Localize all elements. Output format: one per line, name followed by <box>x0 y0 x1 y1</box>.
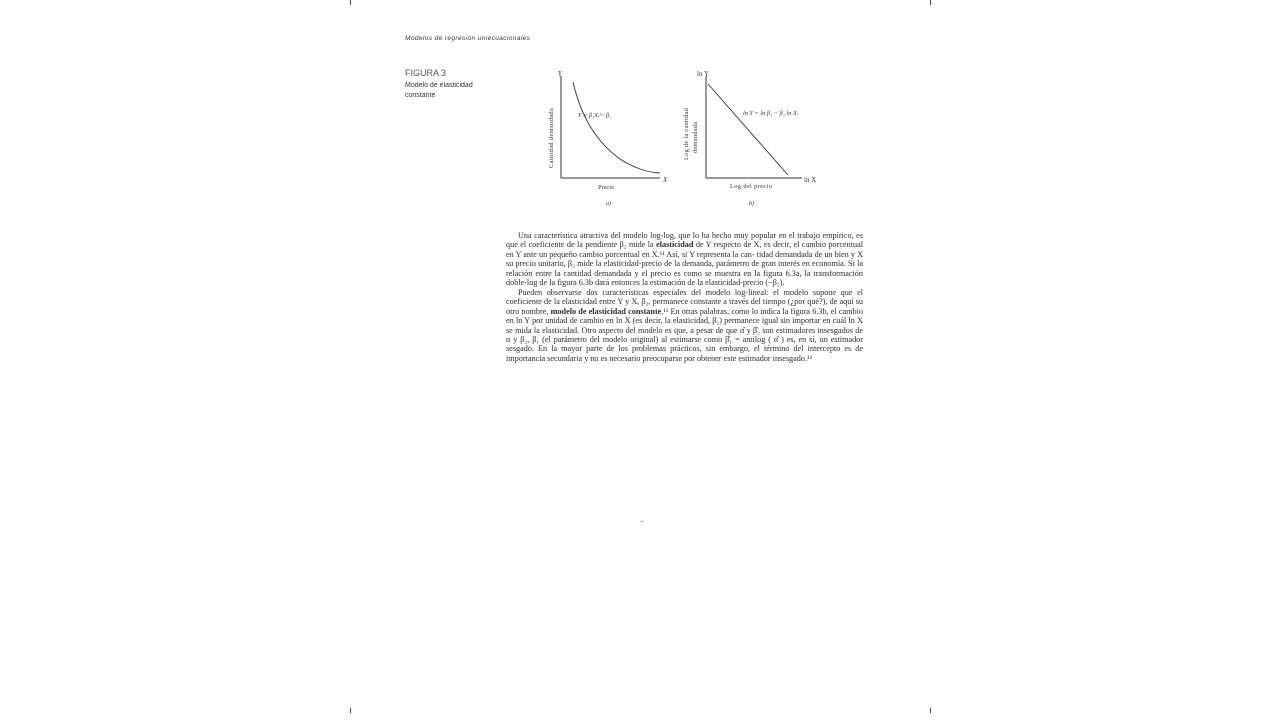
panel-a-xlabel: Precio <box>598 184 615 191</box>
paragraph-1 <box>506 231 863 288</box>
panel-b-y-axis-label: ln Y <box>697 70 709 78</box>
figure-panels <box>540 64 830 214</box>
panel-b-equation: ln Y = ln β₁ − β₂ ln Xᵢ <box>743 110 798 117</box>
panel-a-ylabel: Cantidad demandada <box>548 107 555 168</box>
paragraph-2-text-a: Pueden observarse dos características especiales del modelo log-lineal: el modelo supone que el coeficiente de la elasticidad entre Y y X, β₂, permanece constante a través del tiempo (¿por qué?), de aquí su otro nombre, <box>506 287 863 316</box>
crop-mark-top-right <box>930 0 931 5</box>
page-footer-mark <box>641 521 643 522</box>
crop-mark-top-left <box>350 0 351 5</box>
panel-a-sublabel: a) <box>606 201 611 207</box>
paragraph-2 <box>506 288 863 364</box>
panel-b-xlabel: Log del precio <box>730 183 773 190</box>
paragraph-2-text-c: .¹¹ En otras palabras, como lo indica la figura 6.3b, el cambio en ln Y por unidad de cambio en ln X (es decir, la elasticidad, β₂) permanece igual sin importar en cuál ln X se mida la elasticidad. Otro aspecto del modelo es que, a pesar de que α̂ y β̂₂ son estimadores insesgados de α y β₂, β₁ (el parámetro del modelo original) al estimarse como β̂₁ = antilog ( α̂ ) es, en sí, un estimador sesgado. En la mayor parte de los problemas prácticos, sin embargo, el término del intercepto es de importancia secundaria y no es necesario preocuparse por obtener este estimador insesgado.¹² <box>506 306 863 363</box>
panel-a-y-axis-label: Y <box>558 70 562 78</box>
panel-b <box>683 70 816 207</box>
running-header: Modelos de regresión uniecuacionales <box>405 35 531 42</box>
panel-b-ylabel-line1: Log de la cantidad <box>683 107 690 160</box>
paragraph-1-term-elasticidad: elasticidad <box>656 240 694 250</box>
paragraph-2-term-modelo-elasticidad-constante: modelo de elasticidad constante <box>550 306 662 316</box>
panel-a <box>548 70 668 207</box>
paragraph-1-text-c: de Y respecto de X, es decir, el cambio porcentual en Y ante un pequeño cambio porcentual en X.¹¹ Así, si Y representa la can- tidad demandada de un bien y X su precio unitario, β₂ mide la elasticidad-precio de la demanda, parámetro de gran interés en economía. Si la relación entre la cantidad demandada y el precio es como se muestra en la figura 6.3a, la transformación doble-log de la figura 6.3b dará entonces la estimación de la elasticidad-precio (−β₂). <box>506 240 863 288</box>
crop-mark-bottom-left <box>350 708 351 713</box>
figure-caption: Modelo de elasticidad constante <box>405 82 473 99</box>
crop-mark-bottom-right <box>930 708 931 713</box>
panel-b-x-axis-label: ln X <box>804 176 817 184</box>
panel-a-x-axis-label: X <box>663 176 668 184</box>
figure-title: FIGURA 3 <box>405 68 447 78</box>
paragraph-1-text-a: Una característica atractiva del modelo log-log, que lo ha hecho muy popular en el trabajo empírico, es que el coeficiente de la pendiente β₂ mide la <box>506 231 863 250</box>
panel-b-sublabel: b) <box>749 201 754 207</box>
panel-b-regression-line <box>708 84 788 175</box>
panel-b-ylabel-line2: demandada <box>692 121 699 153</box>
body-text <box>506 231 863 363</box>
panel-a-demand-curve <box>573 82 660 173</box>
panel-a-equation: Y = β₁Xᵢ^−β₂ <box>578 112 612 119</box>
